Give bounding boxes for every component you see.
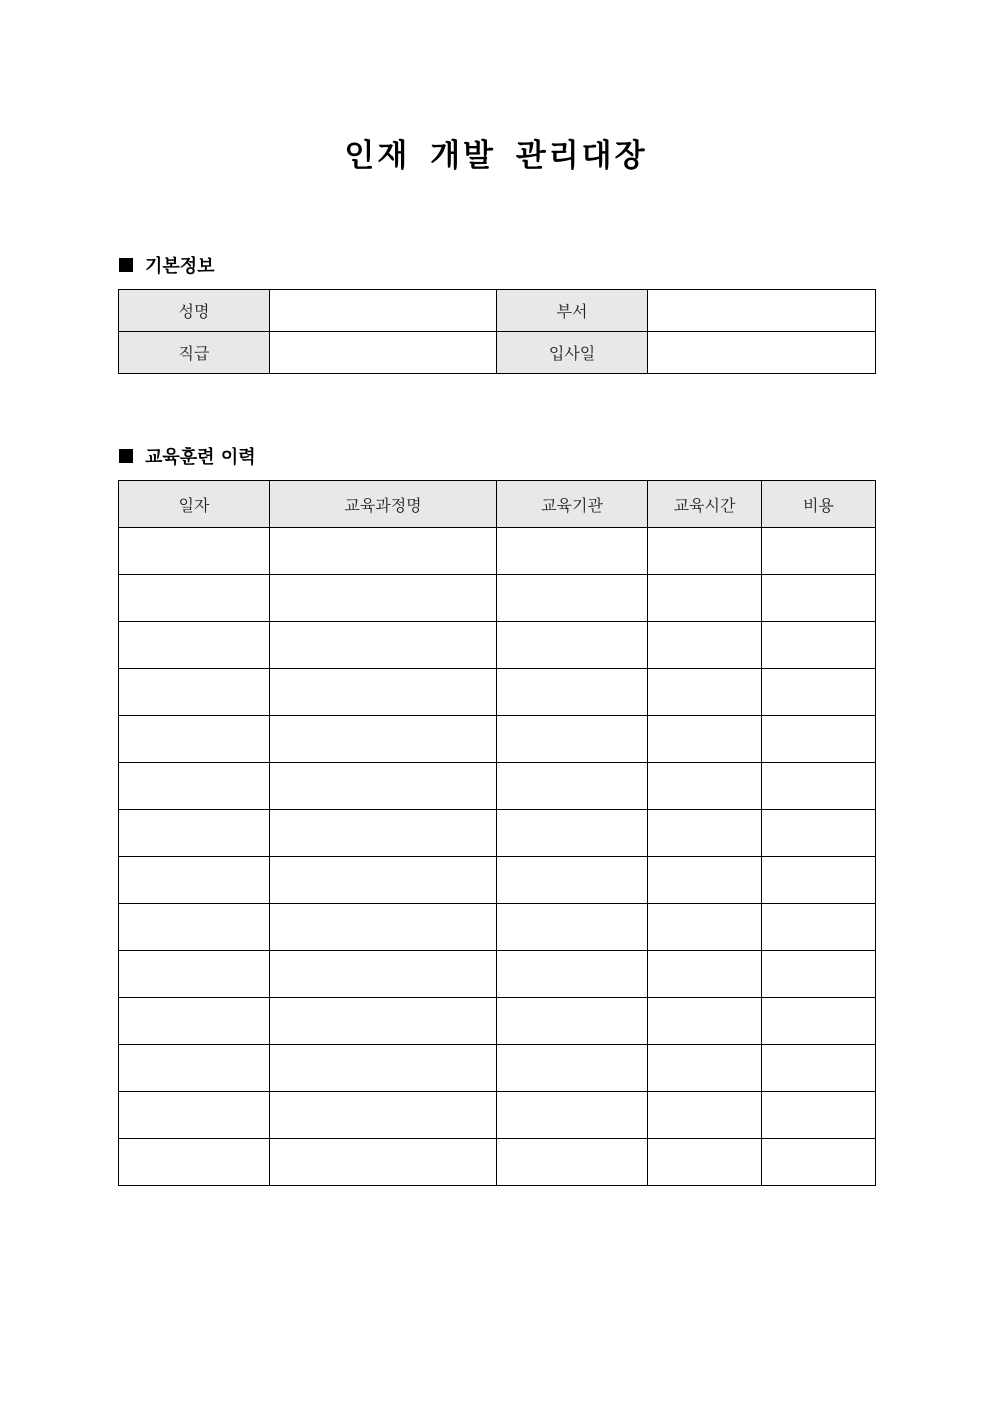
- table-row: [119, 622, 876, 669]
- date-cell[interactable]: [119, 857, 270, 904]
- column-header-hours: 교육시간: [648, 481, 762, 528]
- table-row: [119, 998, 876, 1045]
- date-cell[interactable]: [119, 716, 270, 763]
- institution-cell[interactable]: [497, 622, 648, 669]
- basic-info-row: [119, 332, 876, 374]
- hours-cell[interactable]: [648, 575, 762, 622]
- course-name-cell[interactable]: [270, 763, 497, 810]
- cost-cell[interactable]: [762, 575, 876, 622]
- basic-info-heading-text: 기본정보: [145, 256, 215, 277]
- table-row: [119, 528, 876, 575]
- course-name-cell[interactable]: [270, 951, 497, 998]
- date-cell[interactable]: [119, 669, 270, 716]
- column-header-institution: 교육기관: [497, 481, 648, 528]
- date-cell[interactable]: [119, 1139, 270, 1186]
- basic-info-heading: [119, 253, 215, 277]
- hours-cell[interactable]: [648, 951, 762, 998]
- cost-cell[interactable]: [762, 622, 876, 669]
- institution-cell[interactable]: [497, 669, 648, 716]
- hours-cell[interactable]: [648, 810, 762, 857]
- course-name-cell[interactable]: [270, 857, 497, 904]
- hours-cell[interactable]: [648, 669, 762, 716]
- date-cell[interactable]: [119, 763, 270, 810]
- cost-cell[interactable]: [762, 716, 876, 763]
- table-row: [119, 1139, 876, 1186]
- column-header-date: 일자: [119, 481, 270, 528]
- cost-cell[interactable]: [762, 1045, 876, 1092]
- training-history-heading-text: 교육훈련 이력: [145, 447, 256, 468]
- square-bullet-icon: [119, 258, 133, 272]
- institution-cell[interactable]: [497, 951, 648, 998]
- institution-cell[interactable]: [497, 857, 648, 904]
- name-label: 성명: [119, 290, 270, 332]
- column-header-cost: 비용: [762, 481, 876, 528]
- table-row: [119, 716, 876, 763]
- course-name-cell[interactable]: [270, 1139, 497, 1186]
- institution-cell[interactable]: [497, 998, 648, 1045]
- table-row: [119, 669, 876, 716]
- cost-cell[interactable]: [762, 904, 876, 951]
- position-label: 직급: [119, 332, 270, 374]
- date-cell[interactable]: [119, 528, 270, 575]
- course-name-cell[interactable]: [270, 998, 497, 1045]
- cost-cell[interactable]: [762, 1092, 876, 1139]
- cost-cell[interactable]: [762, 810, 876, 857]
- hours-cell[interactable]: [648, 1045, 762, 1092]
- date-cell[interactable]: [119, 575, 270, 622]
- hours-cell[interactable]: [648, 904, 762, 951]
- course-name-cell[interactable]: [270, 1045, 497, 1092]
- cost-cell[interactable]: [762, 1139, 876, 1186]
- table-row: [119, 857, 876, 904]
- cost-cell[interactable]: [762, 763, 876, 810]
- department-label: 부서: [497, 290, 648, 332]
- course-name-cell[interactable]: [270, 669, 497, 716]
- table-row: [119, 1092, 876, 1139]
- hours-cell[interactable]: [648, 857, 762, 904]
- column-header-course-name: 교육과정명: [270, 481, 497, 528]
- institution-cell[interactable]: [497, 1139, 648, 1186]
- table-row: [119, 951, 876, 998]
- date-cell[interactable]: [119, 1092, 270, 1139]
- cost-cell[interactable]: [762, 998, 876, 1045]
- date-cell[interactable]: [119, 1045, 270, 1092]
- institution-cell[interactable]: [497, 528, 648, 575]
- hours-cell[interactable]: [648, 1139, 762, 1186]
- course-name-cell[interactable]: [270, 622, 497, 669]
- table-row: [119, 810, 876, 857]
- date-cell[interactable]: [119, 951, 270, 998]
- name-field[interactable]: [270, 290, 497, 332]
- hours-cell[interactable]: [648, 528, 762, 575]
- table-row: [119, 575, 876, 622]
- basic-info-row: [119, 290, 876, 332]
- institution-cell[interactable]: [497, 1092, 648, 1139]
- institution-cell[interactable]: [497, 716, 648, 763]
- course-name-cell[interactable]: [270, 528, 497, 575]
- table-row: [119, 904, 876, 951]
- position-field[interactable]: [270, 332, 497, 374]
- training-history-table: [118, 480, 876, 1186]
- date-cell[interactable]: [119, 810, 270, 857]
- cost-cell[interactable]: [762, 669, 876, 716]
- date-cell[interactable]: [119, 998, 270, 1045]
- table-row: [119, 1045, 876, 1092]
- training-header-row: [119, 481, 876, 528]
- date-cell[interactable]: [119, 622, 270, 669]
- training-history-heading: [119, 444, 256, 468]
- cost-cell[interactable]: [762, 528, 876, 575]
- training-rows: [119, 528, 876, 1186]
- hours-cell[interactable]: [648, 716, 762, 763]
- basic-info-table: [118, 289, 876, 374]
- date-cell[interactable]: [119, 904, 270, 951]
- table-row: [119, 763, 876, 810]
- institution-cell[interactable]: [497, 763, 648, 810]
- hours-cell[interactable]: [648, 1092, 762, 1139]
- institution-cell[interactable]: [497, 575, 648, 622]
- square-bullet-icon: [119, 449, 133, 463]
- institution-cell[interactable]: [497, 810, 648, 857]
- course-name-cell[interactable]: [270, 716, 497, 763]
- hours-cell[interactable]: [648, 998, 762, 1045]
- department-field[interactable]: [648, 290, 876, 332]
- cost-cell[interactable]: [762, 951, 876, 998]
- hours-cell[interactable]: [648, 763, 762, 810]
- course-name-cell[interactable]: [270, 1092, 497, 1139]
- hire-date-label: 입사일: [497, 332, 648, 374]
- course-name-cell[interactable]: [270, 810, 497, 857]
- institution-cell[interactable]: [497, 1045, 648, 1092]
- course-name-cell[interactable]: [270, 575, 497, 622]
- course-name-cell[interactable]: [270, 904, 497, 951]
- institution-cell[interactable]: [497, 904, 648, 951]
- document-title: 인재 개발 관리대장: [344, 138, 648, 174]
- hours-cell[interactable]: [648, 622, 762, 669]
- hire-date-field[interactable]: [648, 332, 876, 374]
- cost-cell[interactable]: [762, 857, 876, 904]
